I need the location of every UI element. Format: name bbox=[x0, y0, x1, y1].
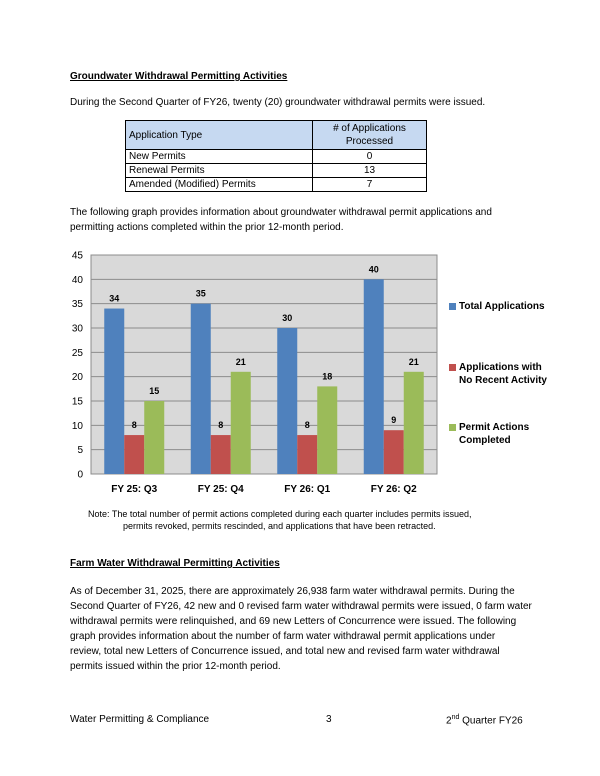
row-count: 13 bbox=[313, 164, 427, 178]
y-tick-label: 20 bbox=[71, 372, 83, 384]
chart-note bbox=[88, 508, 472, 532]
y-tick-label: 45 bbox=[71, 250, 83, 262]
bar bbox=[317, 386, 337, 474]
farm-line: review, total new Letters of Concurrence issued, and total new and revised farm water withdrawal bbox=[70, 646, 500, 657]
legend-label bbox=[459, 361, 547, 387]
bar bbox=[384, 430, 404, 474]
row-count: 7 bbox=[313, 178, 427, 192]
legend-total-applications bbox=[449, 300, 545, 313]
bar bbox=[364, 279, 384, 474]
legend-label bbox=[459, 300, 545, 313]
data-label: 15 bbox=[149, 386, 160, 396]
legend-label-line1: Applications with bbox=[459, 362, 542, 373]
table-row bbox=[126, 150, 427, 164]
legend-swatch bbox=[449, 364, 456, 371]
bar bbox=[297, 435, 317, 474]
footer-quarter-rest: Quarter FY26 bbox=[459, 715, 523, 727]
data-label: 21 bbox=[408, 356, 419, 367]
groundwater-intro: During the Second Quarter of FY26, twenty (20) groundwater withdrawal permits were issued. bbox=[70, 97, 486, 108]
bar bbox=[277, 328, 297, 474]
bar bbox=[211, 435, 231, 474]
x-tick-label: FY 25: Q4 bbox=[197, 484, 244, 495]
y-tick-label: 5 bbox=[77, 445, 83, 457]
legend-swatch bbox=[449, 424, 456, 431]
legend-label-line2: No Recent Activity bbox=[459, 375, 547, 386]
data-label: 30 bbox=[282, 313, 293, 323]
graph-intro-line1: The following graph provides information about groundwater withdrawal permit applications and bbox=[70, 207, 492, 218]
y-tick-label: 35 bbox=[71, 299, 83, 311]
bar bbox=[124, 435, 144, 474]
groundwater-heading: Groundwater Withdrawal Permitting Activities bbox=[70, 71, 288, 82]
graph-intro-line2: permitting actions completed within the prior 12-month period. bbox=[70, 222, 344, 233]
legend-swatch bbox=[449, 303, 456, 310]
x-tick-label: FY 25: Q3 bbox=[111, 484, 158, 495]
footer-quarter-number: 2 bbox=[446, 715, 452, 727]
data-label: 8 bbox=[131, 420, 137, 431]
y-tick-label: 0 bbox=[77, 469, 83, 481]
table-row bbox=[126, 164, 427, 178]
header-processed-line2: Processed bbox=[345, 136, 394, 147]
data-label: 40 bbox=[368, 264, 379, 275]
bar bbox=[404, 372, 424, 474]
data-label: 35 bbox=[195, 288, 206, 299]
legend-permit-actions-completed bbox=[449, 421, 529, 447]
data-label: 9 bbox=[391, 415, 397, 426]
farm-heading: Farm Water Withdrawal Permitting Activities bbox=[70, 558, 280, 569]
data-label: 34 bbox=[109, 293, 120, 304]
farm-line: withdrawal permits were relinquished, and 69 new Letters of Concurrence were issued. The following bbox=[70, 616, 517, 627]
y-tick-label: 40 bbox=[71, 274, 83, 286]
legend-label bbox=[459, 421, 529, 447]
bar bbox=[231, 372, 251, 474]
graph-intro bbox=[70, 205, 492, 235]
chart-note-line1: Note: The total number of permit actions completed during each quarter includes permits issued, bbox=[88, 509, 472, 519]
footer-quarter-suffix: nd bbox=[451, 714, 460, 721]
table-row bbox=[126, 178, 427, 192]
applications-table bbox=[125, 120, 427, 192]
header-application-type: Application Type bbox=[126, 121, 313, 150]
row-type: Renewal Permits bbox=[126, 164, 313, 178]
data-label: 18 bbox=[322, 371, 333, 382]
y-tick-label: 15 bbox=[71, 396, 83, 408]
farm-line: permits issued within the prior 12-month period. bbox=[70, 661, 281, 672]
bar bbox=[144, 401, 164, 474]
bar bbox=[191, 304, 211, 474]
x-tick-label: FY 26: Q2 bbox=[370, 484, 417, 495]
legend-label-line2: Completed bbox=[459, 435, 511, 446]
row-type: Amended (Modified) Permits bbox=[126, 178, 313, 192]
legend-label-line1: Total Applications bbox=[459, 301, 545, 312]
farm-line: As of December 31, 2025, there are approximately 26,938 farm water withdrawal permits. During the bbox=[70, 586, 515, 597]
y-tick-label: 25 bbox=[71, 347, 83, 359]
data-label: 8 bbox=[218, 420, 224, 431]
data-label: 21 bbox=[235, 356, 246, 367]
legend-label-line1: Permit Actions bbox=[459, 422, 530, 433]
header-processed-line1: # of Applications bbox=[333, 123, 406, 134]
row-count: 0 bbox=[313, 150, 427, 164]
bar bbox=[104, 309, 124, 474]
page-number: 3 bbox=[326, 714, 332, 725]
x-tick-label: FY 26: Q1 bbox=[284, 484, 331, 495]
header-applications-processed bbox=[313, 121, 427, 150]
farm-line: graph provides information about the number of farm water withdrawal permit applications under bbox=[70, 631, 496, 642]
footer-right bbox=[446, 714, 523, 726]
data-label: 8 bbox=[304, 420, 310, 431]
legend-no-recent-activity bbox=[449, 361, 547, 387]
y-tick-label: 10 bbox=[71, 420, 83, 432]
farm-paragraph bbox=[70, 584, 532, 674]
chart-note-line2: permits revoked, permits rescinded, and applications that have been retracted. bbox=[123, 521, 436, 531]
table-header-row bbox=[126, 121, 427, 150]
y-tick-label: 30 bbox=[71, 323, 83, 335]
row-type: New Permits bbox=[126, 150, 313, 164]
footer-left: Water Permitting & Compliance bbox=[70, 714, 210, 725]
farm-line: Second Quarter of FY26, 42 new and 0 revised farm water withdrawal permits were issued, 0 farm water bbox=[70, 601, 532, 612]
